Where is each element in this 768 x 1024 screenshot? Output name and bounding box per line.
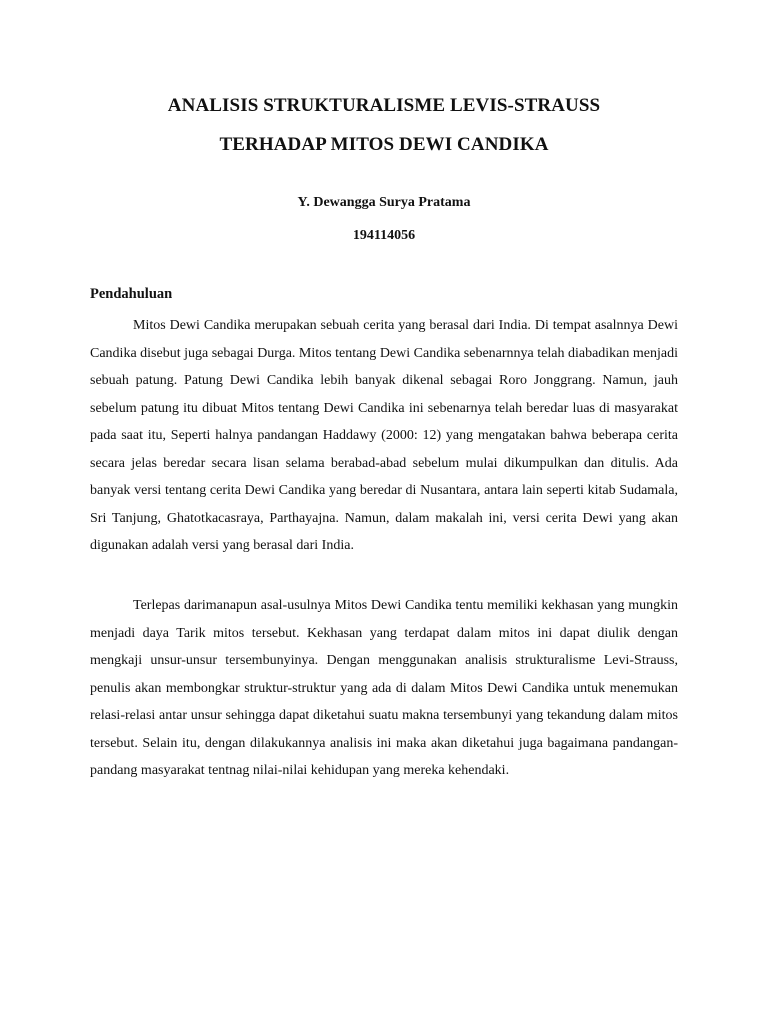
paragraph-2: Terlepas darimanapun asal-usulnya Mitos Dewi Candika tentu memiliki kekhasan yang mungkin menjadi daya Tarik mitos tersebut. Kekhasan yang terdapat dalam mitos ini dapat diulik dengan mengkaji unsur-unsur tersembunyinya. Dengan menggunakan analisis strukturalisme Levi-Strauss, penulis akan membongkar struktur-struktur yang ada di dalam Mitos Dewi Candika untuk menemukan relasi-relasi antar unsur sehingga dapat diketahui suatu makna tersembunyi yang tekandung dalam mitos tersebut. Selain itu, dengan dilakukannya analisis ini maka akan diketahui juga bagaimana pandangan-pandang masyarakat tentnag nilai-nilai kehidupan yang mereka kehendaki. <box>90 598 678 778</box>
document-title-line-2: TERHADAP MITOS DEWI CANDIKA <box>219 134 549 155</box>
section-heading-pendahuluan: Pendahuluan <box>90 286 173 302</box>
student-id: 194114056 <box>352 228 416 243</box>
document-title-line-1: ANALISIS STRUKTURALISME LEVIS-STRAUSS <box>167 95 601 116</box>
paragraph-1: Mitos Dewi Candika merupakan sebuah cerita yang berasal dari India. Di tempat asalnnya Dewi Candika disebut juga sebagai Durga. Mitos tentang Dewi Candika sebenarnnya telah diabadikan menjadi sebuah patung. Patung Dewi Candika lebih banyak dikenal sebagai Roro Jonggrang. Namun, jauh sebelum patung itu dibuat Mitos tentang Dewi Candika ini sebenarnya telah beredar luas di masyarakat pada saat itu, Seperti halnya pandangan Haddawy (2000: 12) yang mengatakan bahwa beberapa cerita secara jelas beredar secara lisan selama berabad-abad sebelum mulai dikumpulkan dan ditulis. Ada banyak versi tentang cerita Dewi Candika yang beredar di Nusantara, antara lain seperti kitab Sudamala, Sri Tanjung, Ghatotkacasraya, Parthayajna. Namun, dalam makalah ini, versi cerita Dewi yang akan digunakan adalah versi yang berasal dari India. <box>90 318 678 553</box>
author-name: Y. Dewangga Surya Pratama <box>297 195 471 210</box>
